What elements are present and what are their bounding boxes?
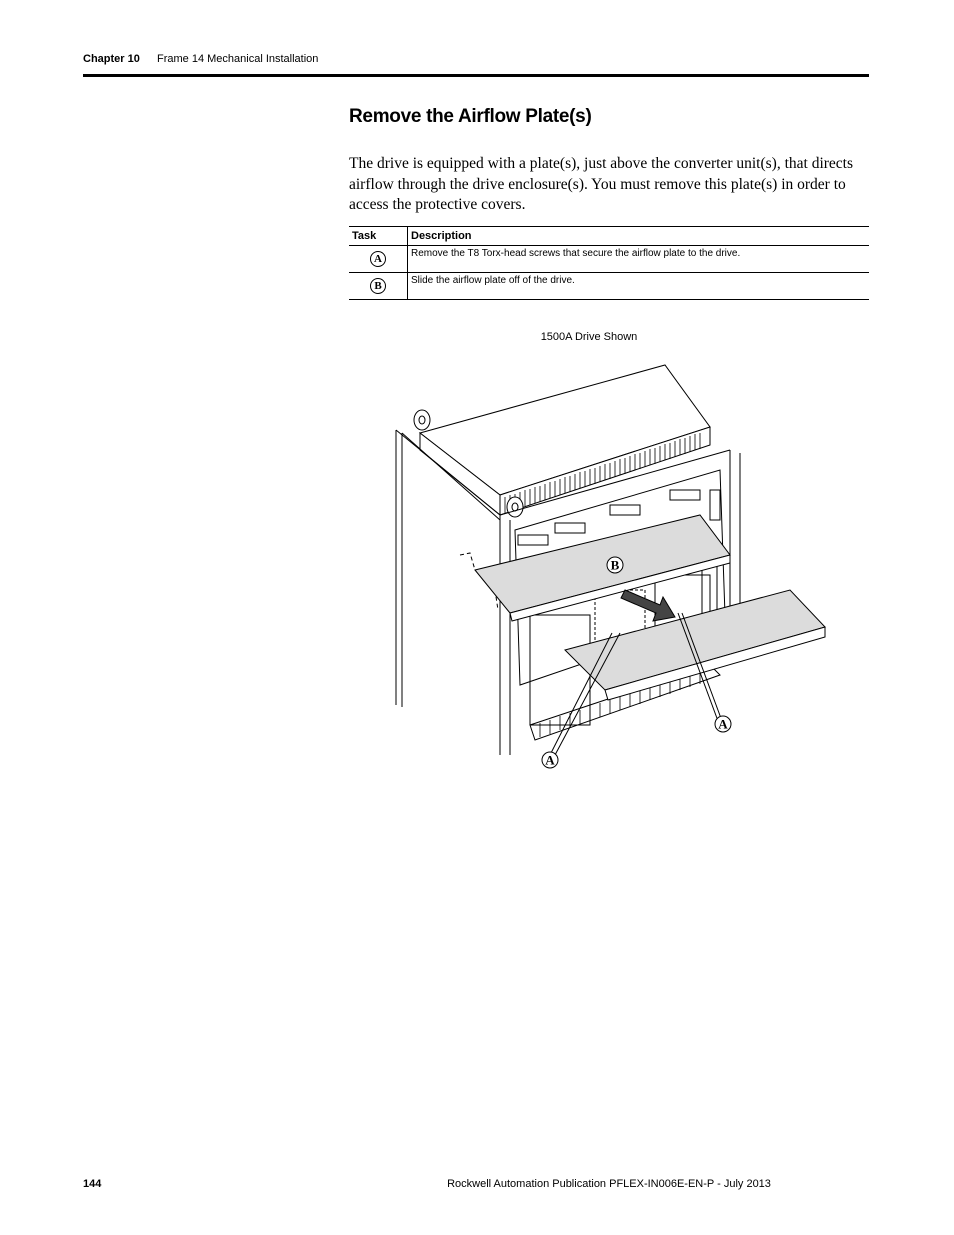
task-callout-a: A	[370, 251, 386, 267]
intro-paragraph: The drive is equipped with a plate(s), just above the converter unit(s), that directs airflow through the drive enclosure(s). You must remove this plate(s) in order to access the protective covers.	[349, 155, 854, 213]
task-cell	[349, 246, 408, 273]
callout-a-label: A	[545, 752, 555, 768]
airflow-plate-upper	[475, 515, 730, 613]
callout-b-label: B	[610, 557, 620, 573]
table-row	[349, 273, 869, 300]
table-header-description: Description	[408, 227, 870, 246]
table-header-row	[349, 227, 869, 246]
description-cell: Remove the T8 Torx-head screws that secure the airflow plate to the drive.	[408, 246, 870, 273]
figure-caption: 1500A Drive Shown	[540, 331, 638, 343]
callout-a-label: A	[718, 716, 728, 732]
page-number: 144	[83, 1178, 102, 1190]
section-title: Remove the Airflow Plate(s)	[349, 106, 592, 127]
header-title: Frame 14 Mechanical Installation	[157, 53, 319, 65]
slide-arrow	[621, 590, 675, 621]
publication-info: Rockwell Automation Publication PFLEX-IN006E-EN-P - July 2013	[447, 1178, 771, 1190]
header-rule	[83, 74, 869, 77]
header-chapter: Chapter 10	[83, 53, 140, 65]
drive-illustration	[380, 355, 840, 785]
task-callout-b: B	[370, 278, 386, 294]
table-row	[349, 246, 869, 273]
task-cell	[349, 273, 408, 300]
description-cell: Slide the airflow plate off of the drive.	[408, 273, 870, 300]
table-header-task: Task	[349, 227, 408, 246]
task-table	[349, 226, 869, 300]
